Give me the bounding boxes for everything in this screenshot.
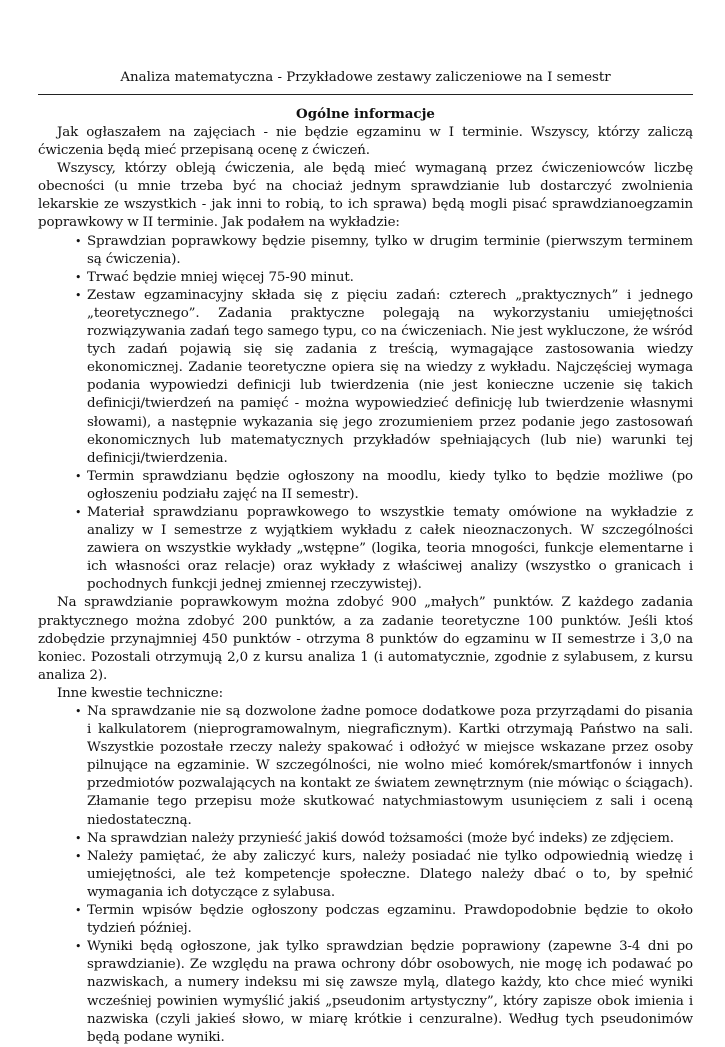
header-rule [38, 94, 693, 95]
list-item-text: Należy pamiętać, że aby zaliczyć kurs, należy posiadać nie tylko odpowiednią wiedzę i umiejętności, ale też kompetencje społeczne. Dlatego należy dbać o to, by spełnić wymagania ich dotyczące z sylabusa. [87, 848, 693, 900]
list-item [75, 902, 693, 938]
list-item [75, 703, 693, 830]
bullet-icon: • [75, 234, 82, 248]
document-page [38, 0, 693, 1045]
list-item [75, 504, 693, 594]
list-item-text: Termin wpisów będzie ogłoszony podczas egzaminu. Prawdopodobnie będzie to około tydzień później. [87, 903, 693, 937]
bullet-icon: • [75, 940, 82, 954]
list-item-text: Zestaw egzaminacyjny składa się z pięciu zadań: czterech „praktycznych” i jednego „teoretycznego”. Zadania praktyczne polegają na wykorzystaniu umiejętności rozwiązywania zadań tego samego typu, co na ćwiczeniach. Nie jest wykluczone, że wśród tych zadań pojawią się się zadania z treścią, wymagające zastosowania wiedzy ekonomicznej. Zadanie teoretyczne opiera się na wiedzy z wykładu. Najczęściej wymaga podania wypowiedzi definicji lub twierdzenia (nie jest konieczne uczenie się takich definicji/twierdzeń na pamięć - można wypowiedzieć definicję lub twierdzenie własnymi słowami), a następnie wykazania się jego zrozumieniem przez podanie jego zastosowań ekonomicznych lub matematycznych przykładów spełniających (lub nie) warunki tej definicji/twierdzenia. [87, 287, 693, 466]
intro-paragraph: Wszyscy, którzy obleją ćwiczenia, ale będą mieć wymaganą przez ćwiczeniowców liczbę obecności (u mnie trzeba być na chociaż jednym sprawdzianie lub dostarczyć zwolnienia lekarskie ze wszystkich - jak inni to robią, to ich sprawa) będą mogli pisać sprawdzianoegzamin poprawkowy w II terminie. Jak podałem na wykładzie: [38, 161, 693, 231]
list-item [75, 830, 693, 848]
list-item-text: Termin sprawdzianu będzie ogłoszony na moodlu, kiedy tylko to będzie możliwe (po ogłoszeniu podziału zajęć na II semestr). [87, 468, 693, 502]
list-item-text: Trwać będzie mniej więcej 75-90 minut. [87, 269, 354, 285]
list-item-text: Wyniki będą ogłoszone, jak tylko sprawdzian będzie poprawiony (zapewne 3-4 dni po sprawdzianie). Ze względu na prawa ochrony dóbr osobowych, nie mogę ich podawać po nazwiskach, a numery indeksu mi się zawsze mylą, dlatego każdy, kto chce mieć wyniki wcześniej powinien wymyślić jakiś „pseudonim artystyczny”, który zapisze obok imienia i nazwiska (czyli jakieś słowo, w miarę krótkie i cenzuralne). Według tych pseudonimów będą podane wyniki. [87, 939, 693, 1045]
list-item-text: Na sprawdzian należy przynieść jakiś dowód tożsamości (może być indeks) ze zdjęciem. [87, 830, 674, 846]
list-item-text: Sprawdzian poprawkowy będzie pisemny, tylko w drugim terminie (pierwszym terminem są ćwiczenia). [87, 233, 693, 267]
list-item [75, 938, 693, 1047]
scoring-paragraph: Na sprawdzianie poprawkowym można zdobyć 900 „małych” punktów. Z każdego zadania praktycznego można zdobyć 200 punktów, a za zadanie teoretyczne 100 punktów. Jeśli ktoś zdobędzie przynajmniej 450 punktów - otrzyma 8 punktów do egzaminu w II semestrze i 3,0 na koniec. Pozostali otrzymują 2,0 z kursu analiza 1 (i automatycznie, zgodnie z sylabusem, z kursu analiza 2). [38, 595, 693, 683]
bullet-icon: • [75, 505, 82, 519]
list-item [75, 848, 693, 902]
list-item [75, 233, 693, 269]
technical-heading: Inne kwestie techniczne: [57, 685, 224, 701]
list-item [75, 468, 693, 504]
bullet-icon: • [75, 849, 82, 863]
list-item [75, 287, 693, 468]
list-item-text: Na sprawdzanie nie są dozwolone żadne pomoce dodatkowe poza przyrządami do pisania i kalkulatorem (nieprogramowalnym, niegraficznym). Kartki otrzymają Państwo na sali. Wszystkie pozostałe rzeczy należy spakować i odłożyć w miejsce wskazane przez osoby pilnujące na egzaminie. W szczególności, nie wolno mieć komórek/smartfonów i innych przedmiotów pozwalających na kontakt ze światem zewnętrznym (nie mówiąc o ściągach). Złamanie tego przepisu może skutkować natychmiastowym usunięciem z sali i oceną niedostateczną. [87, 704, 693, 828]
bullet-icon: • [75, 705, 82, 718]
document-body [38, 104, 693, 1047]
list-item [75, 269, 693, 287]
bullet-icon: • [75, 270, 82, 284]
technical-info-list [38, 703, 693, 1047]
section-title: Ogólne informacje [296, 106, 435, 122]
running-header: Analiza matematyczna - Przykładowe zestawy zaliczeniowe na I semestr [120, 70, 611, 85]
exam-info-list [38, 233, 693, 595]
list-item-text: Materiał sprawdzianu poprawkowego to wszystkie tematy omówione na wykładzie z analizy w I semestrze z wyjątkiem wykładu z całek nieoznaczonych. W szczególności zawiera on wszystkie wykłady „wstępne” (logika, teoria mnogości, funkcje elementarne i ich własności oraz relacje) oraz wykłady z właściwej analizy (wszystko o granicach i pochodnych funkcji jednej zmiennej rzeczywistej). [87, 504, 693, 593]
bullet-icon: • [75, 904, 82, 918]
bullet-icon: • [75, 288, 82, 302]
intro-paragraph: Jak ogłaszałem na zajęciach - nie będzie egzaminu w I terminie. Wszyscy, którzy zaliczą ćwiczenia będą mieć przepisaną ocenę z ćwiczeń. [38, 125, 693, 159]
bullet-icon: • [75, 469, 82, 483]
bullet-icon: • [75, 831, 82, 845]
